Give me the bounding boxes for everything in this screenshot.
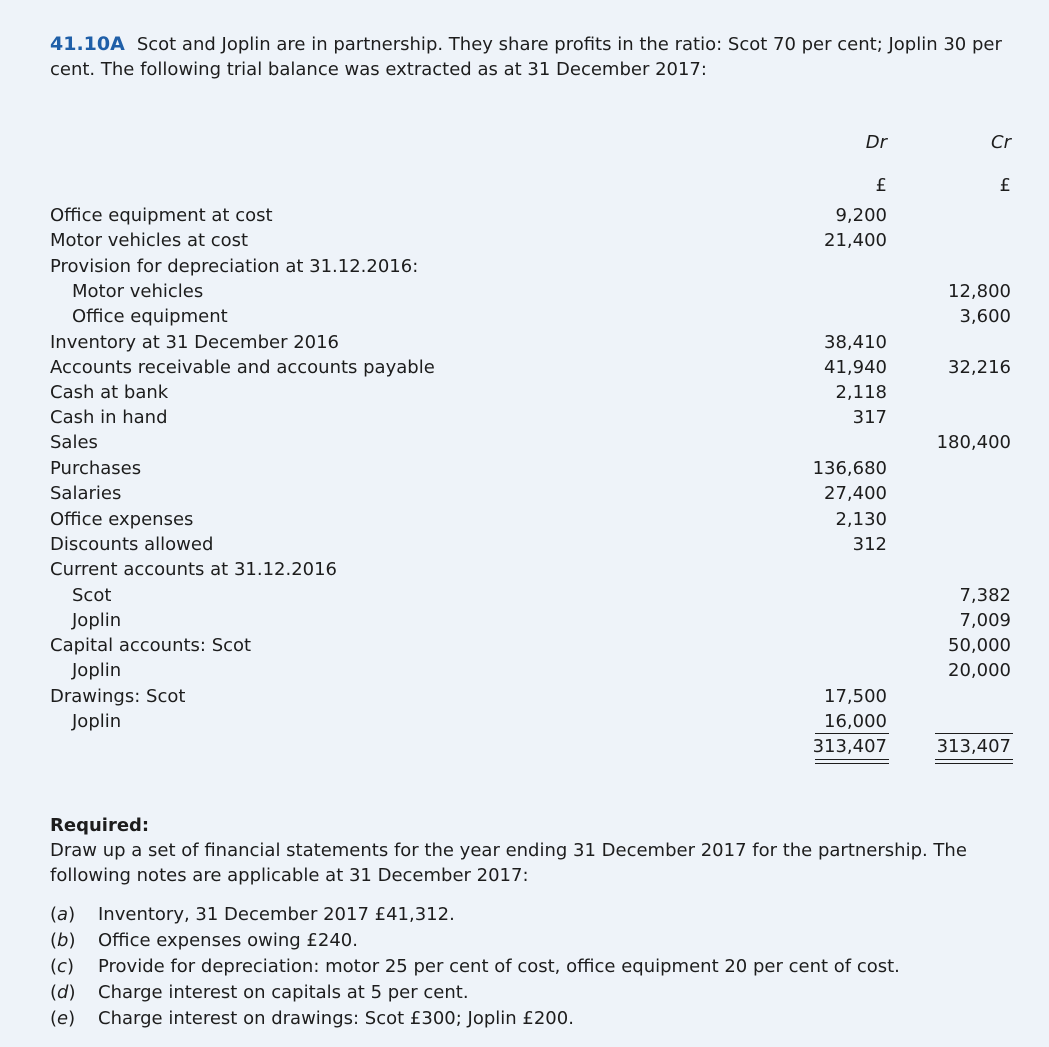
row-dr: 2,130	[835, 509, 887, 530]
row-cr: 180,400	[936, 432, 1011, 453]
note-item: (b) Office expenses owing £240.	[50, 930, 358, 951]
row-dr: 16,000	[824, 711, 887, 732]
row-label: Office expenses	[50, 509, 194, 530]
cr-total: 313,407	[936, 736, 1011, 757]
note-item: (d) Charge interest on capitals at 5 per cent.	[50, 982, 469, 1003]
required-title: Required:	[50, 815, 150, 836]
cr-column-header: Cr	[991, 132, 1011, 153]
row-dr: 136,680	[812, 458, 887, 479]
cr-total-double-rule	[935, 759, 1013, 764]
dr-column-header: Dr	[865, 132, 887, 153]
note-item: (c) Provide for depreciation: motor 25 per cent of cost, office equipment 20 per cent of cost.	[50, 956, 900, 977]
row-cr: 12,800	[948, 281, 1011, 302]
row-label: Office equipment at cost	[50, 205, 273, 226]
row-label: Provision for depreciation at 31.12.2016:	[50, 256, 419, 277]
row-label: Joplin	[72, 610, 122, 631]
row-label: Discounts allowed	[50, 534, 214, 555]
question-heading	[50, 32, 1025, 82]
row-label: Capital accounts: Scot	[50, 635, 252, 656]
row-dr: 38,410	[824, 332, 887, 353]
row-label: Motor vehicles	[72, 281, 204, 302]
cr-currency-unit: £	[999, 175, 1011, 196]
dr-currency-unit: £	[875, 175, 887, 196]
row-label: Inventory at 31 December 2016	[50, 332, 340, 353]
row-label: Joplin	[72, 660, 122, 681]
row-cr: 3,600	[959, 306, 1011, 327]
row-dr: 312	[852, 534, 887, 555]
row-label: Salaries	[50, 483, 122, 504]
row-label: Sales	[50, 432, 98, 453]
row-dr: 9,200	[835, 205, 887, 226]
note-item: (e) Charge interest on drawings: Scot £300; Joplin £200.	[50, 1008, 574, 1029]
row-cr: 32,216	[948, 357, 1011, 378]
question-text: Scot and Joplin are in partnership. They share profits in the ratio: Scot 70 per cent; Joplin 30 per cent. The following trial balance was extracted as at 31 December 2017:	[50, 34, 1002, 80]
dr-total-double-rule	[815, 759, 889, 764]
note-item: (a) Inventory, 31 December 2017 £41,312.	[50, 904, 455, 925]
row-label: Cash in hand	[50, 407, 168, 428]
row-label: Motor vehicles at cost	[50, 230, 249, 251]
row-dr: 21,400	[824, 230, 887, 251]
row-label: Cash at bank	[50, 382, 169, 403]
row-label: Purchases	[50, 458, 142, 479]
row-dr: 41,940	[824, 357, 887, 378]
row-label: Scot	[72, 585, 112, 606]
question-number: 41.10A	[50, 33, 125, 55]
row-dr: 2,118	[835, 382, 887, 403]
row-dr: 17,500	[824, 686, 887, 707]
row-cr: 20,000	[948, 660, 1011, 681]
required-text: Draw up a set of financial statements for the year ending 31 December 2017 for the partnership. The following notes are applicable at 31 December 2017:	[50, 840, 967, 886]
row-label: Drawings: Scot	[50, 686, 186, 707]
row-dr: 317	[852, 407, 887, 428]
row-label: Office equipment	[72, 306, 228, 327]
row-label: Accounts receivable and accounts payable	[50, 357, 435, 378]
row-dr: 27,400	[824, 483, 887, 504]
row-cr: 7,382	[959, 585, 1011, 606]
row-cr: 50,000	[948, 635, 1011, 656]
row-label: Current accounts at 31.12.2016	[50, 559, 338, 580]
row-label: Joplin	[72, 711, 122, 732]
row-cr: 7,009	[959, 610, 1011, 631]
dr-total: 313,407	[812, 736, 887, 757]
